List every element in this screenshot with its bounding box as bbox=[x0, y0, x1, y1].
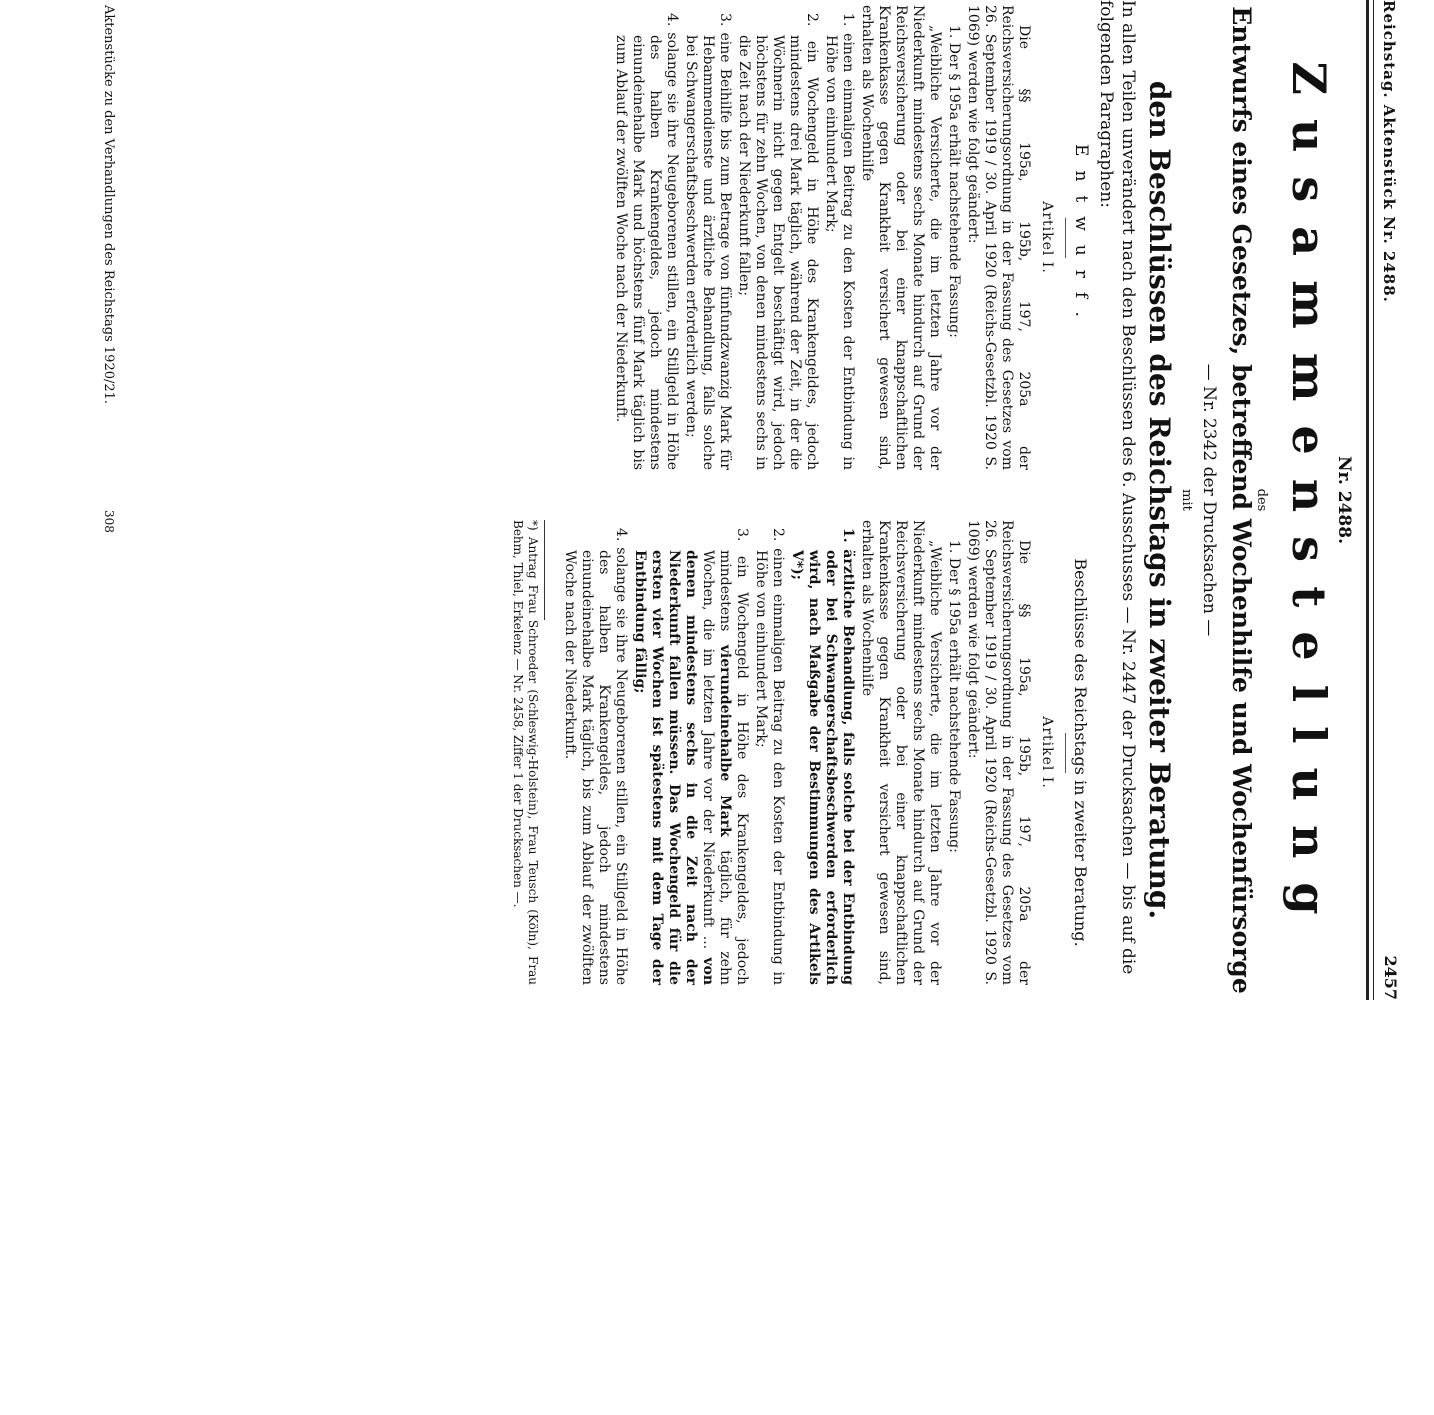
page-number-top: 2457 bbox=[1381, 955, 1400, 1000]
footer-text: Aktenstücke zu den Verhandlungen des Reichstags 1920/21. bbox=[101, 5, 116, 405]
document-subtitle: Entwurfs eines Gesetzes, betreffend Wochenhilfe und Wochenfürsorge bbox=[1227, 6, 1256, 994]
right-paragraph: 1. Der § 195a erhält nachstehende Fassung: bbox=[946, 540, 962, 853]
right-paragraph: „Weibliche Versicherte, die im letzten Jahre vor der Niederkunft mindestens sechs Monate hindurch auf Grund der Reichsversicherung oder bei einer knappschaftlichen Krankenkasse gegen Krankheit versichert gewesen sind, erhalten als Wochenhilfe bbox=[859, 520, 943, 985]
header-rule-thick bbox=[1366, 0, 1369, 1000]
right-list-item: 2. einen einmaligen Beitrag zu den Kosten der Entbindung in Höhe von einhundert Mark; bbox=[753, 528, 786, 985]
left-paragraph: 1. Der § 195a erhält nachstehende Fassung: bbox=[946, 25, 962, 338]
right-item3-emph: von denen mindestens sechs in die Zeit nach der Niederkunft fallen müssen. Das Wochengeld für die ersten vier Wochen ist spätestens mit dem Tage der Entbindung fällig; bbox=[632, 550, 716, 985]
right-article-heading: Artikel I. bbox=[1039, 716, 1055, 789]
left-column-heading: Entwurf. bbox=[1071, 144, 1091, 331]
right-list-item bbox=[631, 520, 750, 985]
right-column bbox=[510, 520, 1089, 985]
left-list-item: 2. ein Wochengeld in Höhe des Krankengeldes, jedoch mindestens drei Mark täglich, während der Zeit, in der die Wöchnerin nicht gegen Entgelt beschäftigt wird, jedoch höchstens für zehn Wochen, von denen mindestens sechs in die Zeit nach der Niederkunft fallen; bbox=[736, 13, 820, 470]
document-number: Nr. 2488. bbox=[1334, 455, 1354, 544]
left-paragraph: „Weibliche Versicherte, die im letzten Jahre vor der Niederkunft mindestens sechs Monate hindurch auf Grund der Reichsversicherung oder bei einer knappschaftlichen Krankenkasse gegen Krankheit versichert gewesen sind, erhalten als Wochenhilfe bbox=[859, 5, 943, 470]
mit-connector: mit bbox=[1179, 489, 1194, 511]
right-item3-emph: vierundeinehalbe Mark bbox=[717, 644, 733, 837]
right-column-heading: Beschlüsse des Reichstags in zweiter Beratung. bbox=[1071, 558, 1090, 947]
footer-page-number: 308 bbox=[102, 510, 116, 533]
left-article-heading: Artikel I. bbox=[1039, 201, 1055, 274]
right-heading-rule bbox=[1065, 733, 1066, 773]
header-rule bbox=[1373, 0, 1374, 1000]
title-connector: des bbox=[1254, 488, 1269, 512]
right-item3-text: 3. ein Wochengeld in Höhe des Krankengeldes, jedoch mindestens bbox=[717, 528, 750, 985]
footnote: *) Antrag Frau Schroeder (Schleswig-Holstein), Frau Teusch (Köln), Frau Behm, Thiel, Erkelenz — Nr. 2458, Ziffer 1 der Drucksachen —. bbox=[511, 520, 540, 985]
drucksachen-ref: — Nr. 2342 der Drucksachen — bbox=[1199, 363, 1219, 637]
intro-paragraph: In allen Teilen unverändert nach den Beschlüssen des 6. Ausschusses — Nr. 2447 der Drucksachen — bis auf die folgenden Paragraphen: bbox=[1096, 0, 1138, 975]
left-paragraph: Die §§ 195a, 195b, 197, 205a der Reichsversicherungsordnung in der Fassung des Gesetzes vom 26. September 1919 / 30. April 1920 (Reichs-Gesetzbl. 1920 S. 1069) werden wie folgt geändert: bbox=[965, 5, 1032, 470]
left-list-item: 1. einen einmaligen Beitrag zu den Kosten der Entbindung in Höhe von einhundert Mark; bbox=[823, 13, 856, 470]
left-list-item: 3. eine Beihilfe bis zum Betrage von fünfundzwanzig Mark für Hebammendienste und ärztliche Behandlung, falls solche bei Schwangerschaftsbeschwerden erforderlich werden; bbox=[683, 13, 733, 470]
right-item3-text: täglich, für zehn Wochen, die im letzten Jahre vor der Niederkunft ... bbox=[700, 550, 733, 985]
left-heading-rule bbox=[1065, 218, 1066, 258]
right-list-item: 4. solange sie ihre Neugeborenen stillen, ein Stillgeld in Höhe des halben Krankengeldes, jedoch mindestens einundeinehalbe Mark täglich, bis zum Ablauf der zwölften Woche nach der Niederkunft. bbox=[562, 528, 629, 985]
right-list-item-bold: 1. ärztliche Behandlung, falls solche bei der Entbindung oder bei Schwangerschaftsbeschwerden erforderlich wird, nach Maßgabe der Bestimmungen des Artikels V*); bbox=[789, 528, 856, 985]
running-header: Reichstag. Aktenstück Nr. 2488. bbox=[1380, 0, 1398, 303]
right-paragraph: Die §§ 195a, 195b, 197, 205a der Reichsversicherungsordnung in der Fassung des Gesetzes vom 26. September 1919 / 30. April 1920 (Reichs-Gesetzbl. 1920 S. 1069) werden wie folgt geändert: bbox=[965, 520, 1032, 985]
footnote-rule bbox=[544, 520, 545, 620]
left-list-item: 4. solange sie ihre Neugeborenen stillen, ein Stillgeld in Höhe des halben Krankengeldes, jedoch mindestens einundeinehalbe Mark und höchstens fünf Mark täglich bis zum Ablauf der zwölften Woche nach der Niederkunft. bbox=[613, 13, 680, 470]
left-column bbox=[610, 5, 1089, 470]
beschluesse-title: den Beschlüssen des Reichstags in zweiter Beratung. bbox=[1143, 80, 1176, 920]
document-title: Zusammenstellung bbox=[1282, 61, 1336, 939]
